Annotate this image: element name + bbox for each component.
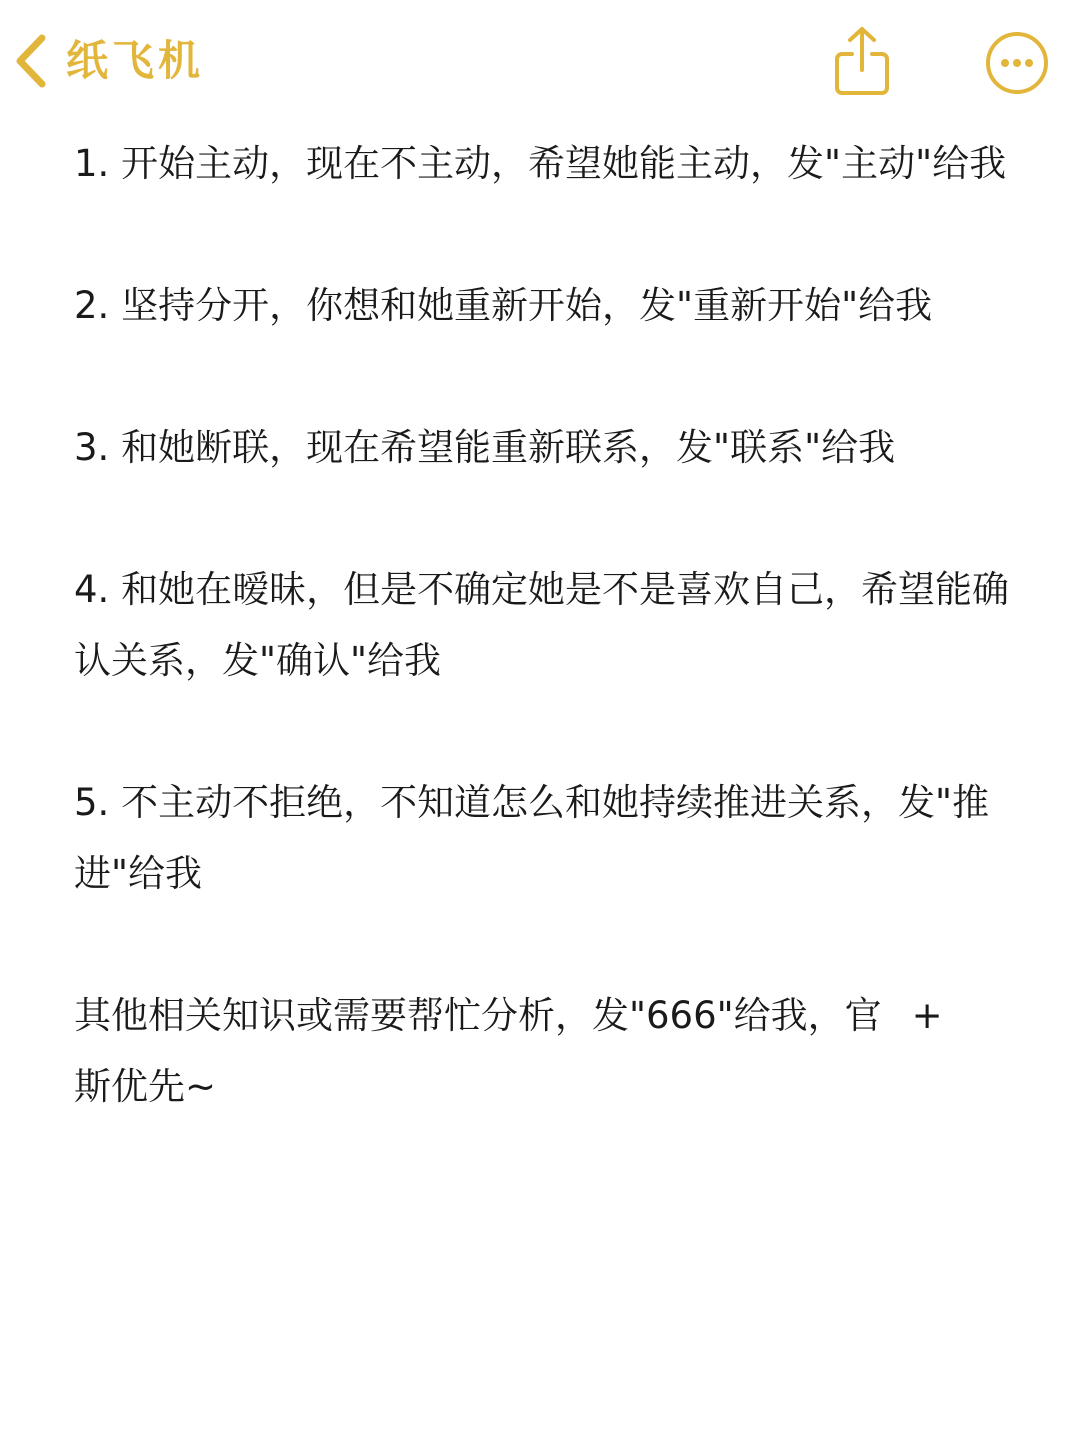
- blank-line: [74, 199, 1014, 270]
- note-item-5: 5. 不主动不拒绝，不知道怎么和她持续推进关系，发"推进"给我: [74, 781, 990, 895]
- more-icon: [984, 81, 1050, 100]
- back-button[interactable]: [12, 28, 204, 94]
- back-label: 纸飞机: [66, 36, 205, 85]
- note-item-6-text-start: 其他相关知识或需要帮忙分析，发"666"给我，官: [74, 994, 882, 1037]
- share-icon: [830, 85, 894, 104]
- note-item-6: [74, 980, 1014, 1122]
- blank-line: [74, 483, 1014, 554]
- nav-bar: [0, 0, 1080, 125]
- note-item-6-text-end: 斯优先~: [74, 1065, 217, 1108]
- share-button[interactable]: [830, 24, 894, 100]
- chevron-left-icon: [12, 33, 48, 89]
- blank-line: [74, 341, 1014, 412]
- note-item-4: 4. 和她在暧昧，但是不确定她是不是喜欢自己，希望能确认关系，发"确认"给我: [74, 568, 1010, 682]
- note-content[interactable]: [74, 128, 1014, 1122]
- more-button[interactable]: [984, 30, 1050, 96]
- note-item-3: 3. 和她断联，现在希望能重新联系，发"联系"给我: [74, 426, 896, 469]
- note-item-1: 1. 开始主动，现在不主动，希望她能主动，发"主动"给我: [74, 142, 1007, 185]
- blank-line: [74, 909, 1014, 980]
- blank-line: [74, 696, 1014, 767]
- plus-sign: +: [911, 994, 943, 1037]
- note-item-2: 2. 坚持分开，你想和她重新开始，发"重新开始"给我: [74, 284, 933, 327]
